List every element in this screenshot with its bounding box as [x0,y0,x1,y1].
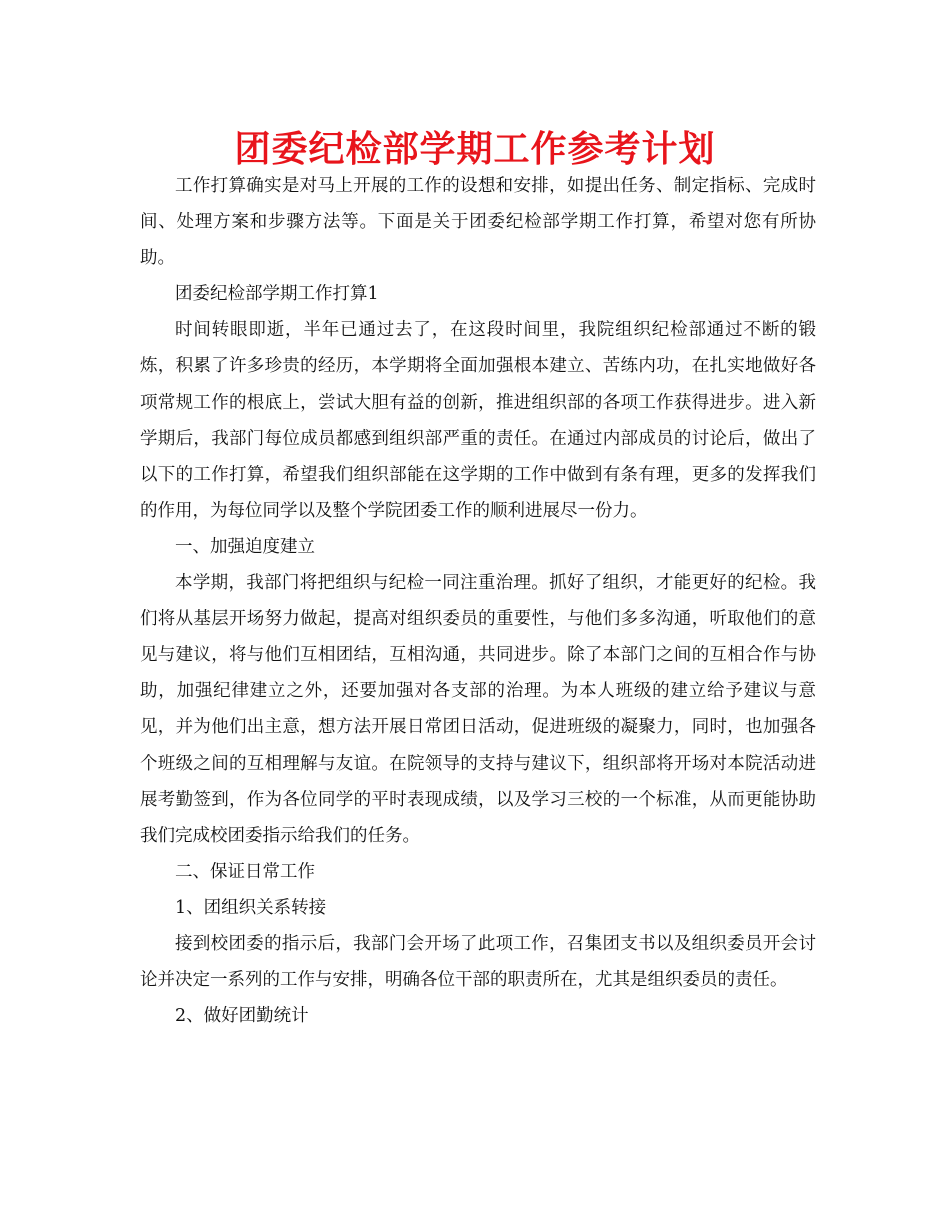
document-title: 团委纪检部学期工作参考计划 [234,129,716,170]
section-heading: 团委纪检部学期工作打算1 [175,284,379,305]
section-heading: 一、加强迫度建立 [175,536,315,557]
paragraph: 时间转眼即逝，半年已通过去了，在这段时间里，我院组织纪检部通过不断的锻炼，积累了许多珍贵的经历，本学期将全面加强根本建立、苦练内功，在扎实地做好各项常规工作的根底上，尝试大胆有益的创新，推进组织部的各项工作获得进步。进入新学期后，我部门每位成员都感到组织部严重的责任。在通过内部成员的讨论后，做出了以下的工作打算，希望我们组织部能在这学期的工作中做到有条有理，更多的发挥我们的作用，为每位同学以及整个学院团委工作的顺利进展尽一份力。 [140,320,816,521]
paragraph: 接到校团委的指示后，我部门会开场了此项工作，召集团支书以及组织委员开会讨论并决定一系列的工作与安排，明确各位干部的职责所在，尤其是组织委员的责任。 [140,933,816,991]
section-heading: 二、保证日常工作 [175,861,315,882]
document-body [140,168,816,1034]
subsection-heading: 1、团组织关系转接 [175,897,327,918]
paragraph: 本学期，我部门将把组织与纪检一同注重治理。抓好了组织，才能更好的纪检。我们将从基层开场努力做起，提高对组织委员的重要性，与他们多多沟通，听取他们的意见与建议，将与他们互相团结，互相沟通，共同进步。除了本部门之间的互相合作与协助，加强纪律建立之外，还要加强对各支部的治理。为本人班级的建立给予建议与意见，并为他们出主意，想方法开展日常团日活动，促进班级的凝聚力，同时，也加强各个班级之间的互相理解与友谊。在院领导的支持与建议下，组织部将开场对本院活动进展考勤签到，作为各位同学的平时表现成绩，以及学习三校的一个标准，从而更能协助我们完成校团委指示给我们的任务。 [140,573,816,846]
subsection-heading: 2、做好团勤统计 [175,1006,309,1027]
intro-paragraph: 工作打算确实是对马上开展的工作的设想和安排，如提出任务、制定指标、完成时间、处理方案和步骤方法等。下面是关于团委纪检部学期工作打算，希望对您有所协助。 [140,176,816,269]
